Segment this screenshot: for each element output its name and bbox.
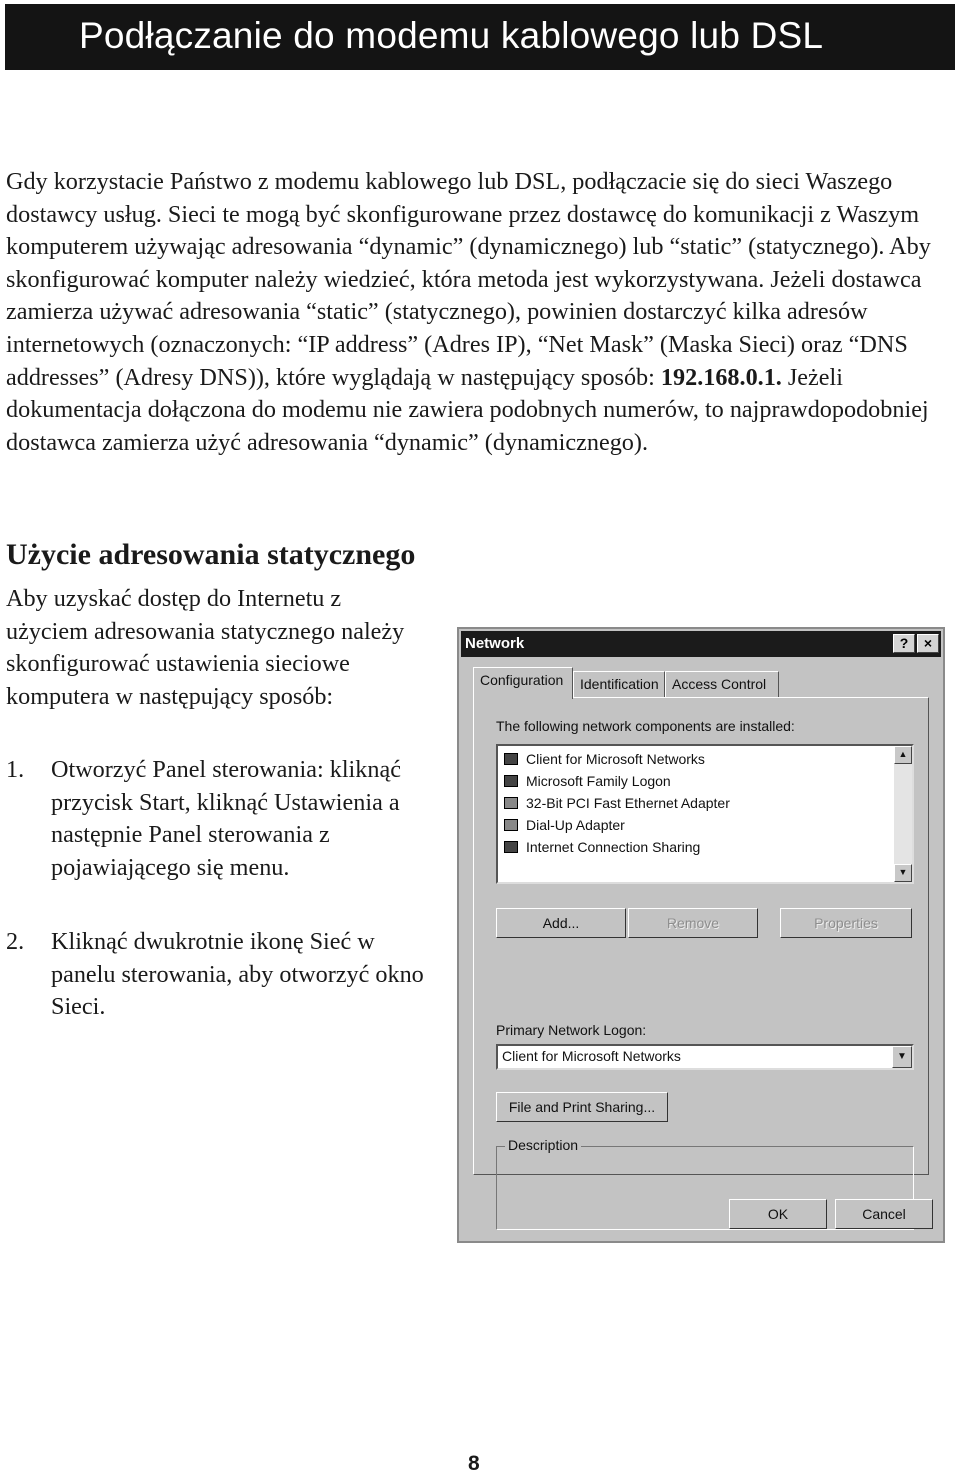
step-number: 2.: [6, 928, 25, 955]
description-label: Description: [505, 1137, 581, 1153]
page-title: Podłączanie do modemu kablowego lub DSL: [79, 15, 824, 56]
section-lead: Aby uzyskać dostęp do Internetu z użyciem adresowania statycznego należy skonfigurować ustawienia sieciowe komputera w następujący sposób:: [6, 585, 405, 710]
tab-access-control[interactable]: Access Control: [665, 671, 779, 697]
intro-text-2: Jeżeli dokumentacja dołączona do modemu nie zawiera podobnych numerów, to najprawdopodobniej dostawca zamierza użyć adresowania “dynamic” (dynamicznego).: [6, 363, 929, 456]
scroll-down-icon[interactable]: ▼: [894, 864, 912, 882]
components-label: The following network components are installed:: [496, 718, 795, 734]
add-button[interactable]: Add...: [496, 908, 626, 938]
remove-button[interactable]: Remove: [628, 908, 758, 938]
scroll-up-icon[interactable]: ▲: [894, 746, 912, 764]
close-button[interactable]: ×: [917, 634, 939, 653]
adapter-icon: [504, 819, 518, 831]
file-print-sharing-button[interactable]: File and Print Sharing...: [496, 1092, 668, 1122]
properties-button[interactable]: Properties: [780, 908, 912, 938]
ip-example: 192.168.0.1.: [660, 363, 782, 391]
list-item[interactable]: Dial-Up Adapter: [504, 814, 625, 836]
step-text: Kliknąć dwukrotnie ikonę Sieć w panelu sterowania, aby otworzyć okno Sieci.: [51, 928, 424, 1021]
intro-paragraph: [6, 166, 950, 459]
adapter-icon: [504, 797, 518, 809]
intro-text: Gdy korzystacie Państwo z modemu kablowego lub DSL, podłączacie się do sieci Waszego dostawcy usług. Sieci te mogą być skonfigurowane przez dostawcę do komunikacji z Waszym komputerem używając adresowania “dynamic” (dynamicznego) lub “static” (statycznego). Aby skonfigurować komputer należy wiedzieć, która metoda jest wykorzystywana. Jeżeli dostawca zamierza używać adresowania “static” (statycznego), powinien dostarczyć kilka adresów internetowych (oznaczonych: “IP address” (Adres IP), “Net Mask” (Maska Sieci) oraz “DNS addresses” (Adresy DNS)), które wyglądają w następujący sposób:: [6, 168, 931, 391]
help-button[interactable]: ?: [893, 634, 915, 653]
primary-logon-select[interactable]: [496, 1044, 914, 1070]
step-number: 1.: [6, 756, 25, 783]
service-icon: [504, 841, 518, 853]
header-bar: [5, 4, 955, 70]
dialog-title: Network: [465, 635, 525, 652]
step-text: Otworzyć Panel sterowania: kliknąć przycisk Start, kliknąć Ustawienia a następnie Panel sterowania z pojawiającego się menu.: [51, 756, 401, 881]
section-heading: Użycie adresowania statycznego: [6, 538, 416, 571]
tab-identification[interactable]: Identification: [573, 671, 665, 697]
network-dialog: [457, 627, 945, 1243]
list-item[interactable]: Internet Connection Sharing: [504, 836, 700, 858]
components-list[interactable]: [496, 744, 914, 884]
cancel-button[interactable]: Cancel: [835, 1199, 933, 1229]
tab-configuration[interactable]: Configuration: [473, 667, 573, 699]
ok-button[interactable]: OK: [729, 1199, 827, 1229]
client-icon: [504, 775, 518, 787]
list-item[interactable]: Microsoft Family Logon: [504, 770, 671, 792]
page-number: 8: [468, 1452, 480, 1475]
list-item[interactable]: Client for Microsoft Networks: [504, 748, 705, 770]
step-1: [6, 754, 426, 884]
list-scrollbar[interactable]: [894, 746, 912, 882]
dialog-titlebar: [461, 631, 941, 657]
list-item[interactable]: 32-Bit PCI Fast Ethernet Adapter: [504, 792, 730, 814]
configuration-panel: [473, 697, 929, 1175]
step-2: [6, 926, 426, 1024]
logon-value: Client for Microsoft Networks: [502, 1048, 681, 1064]
logon-label: Primary Network Logon:: [496, 1022, 647, 1038]
client-icon: [504, 753, 518, 765]
chevron-down-icon[interactable]: ▼: [892, 1046, 912, 1068]
